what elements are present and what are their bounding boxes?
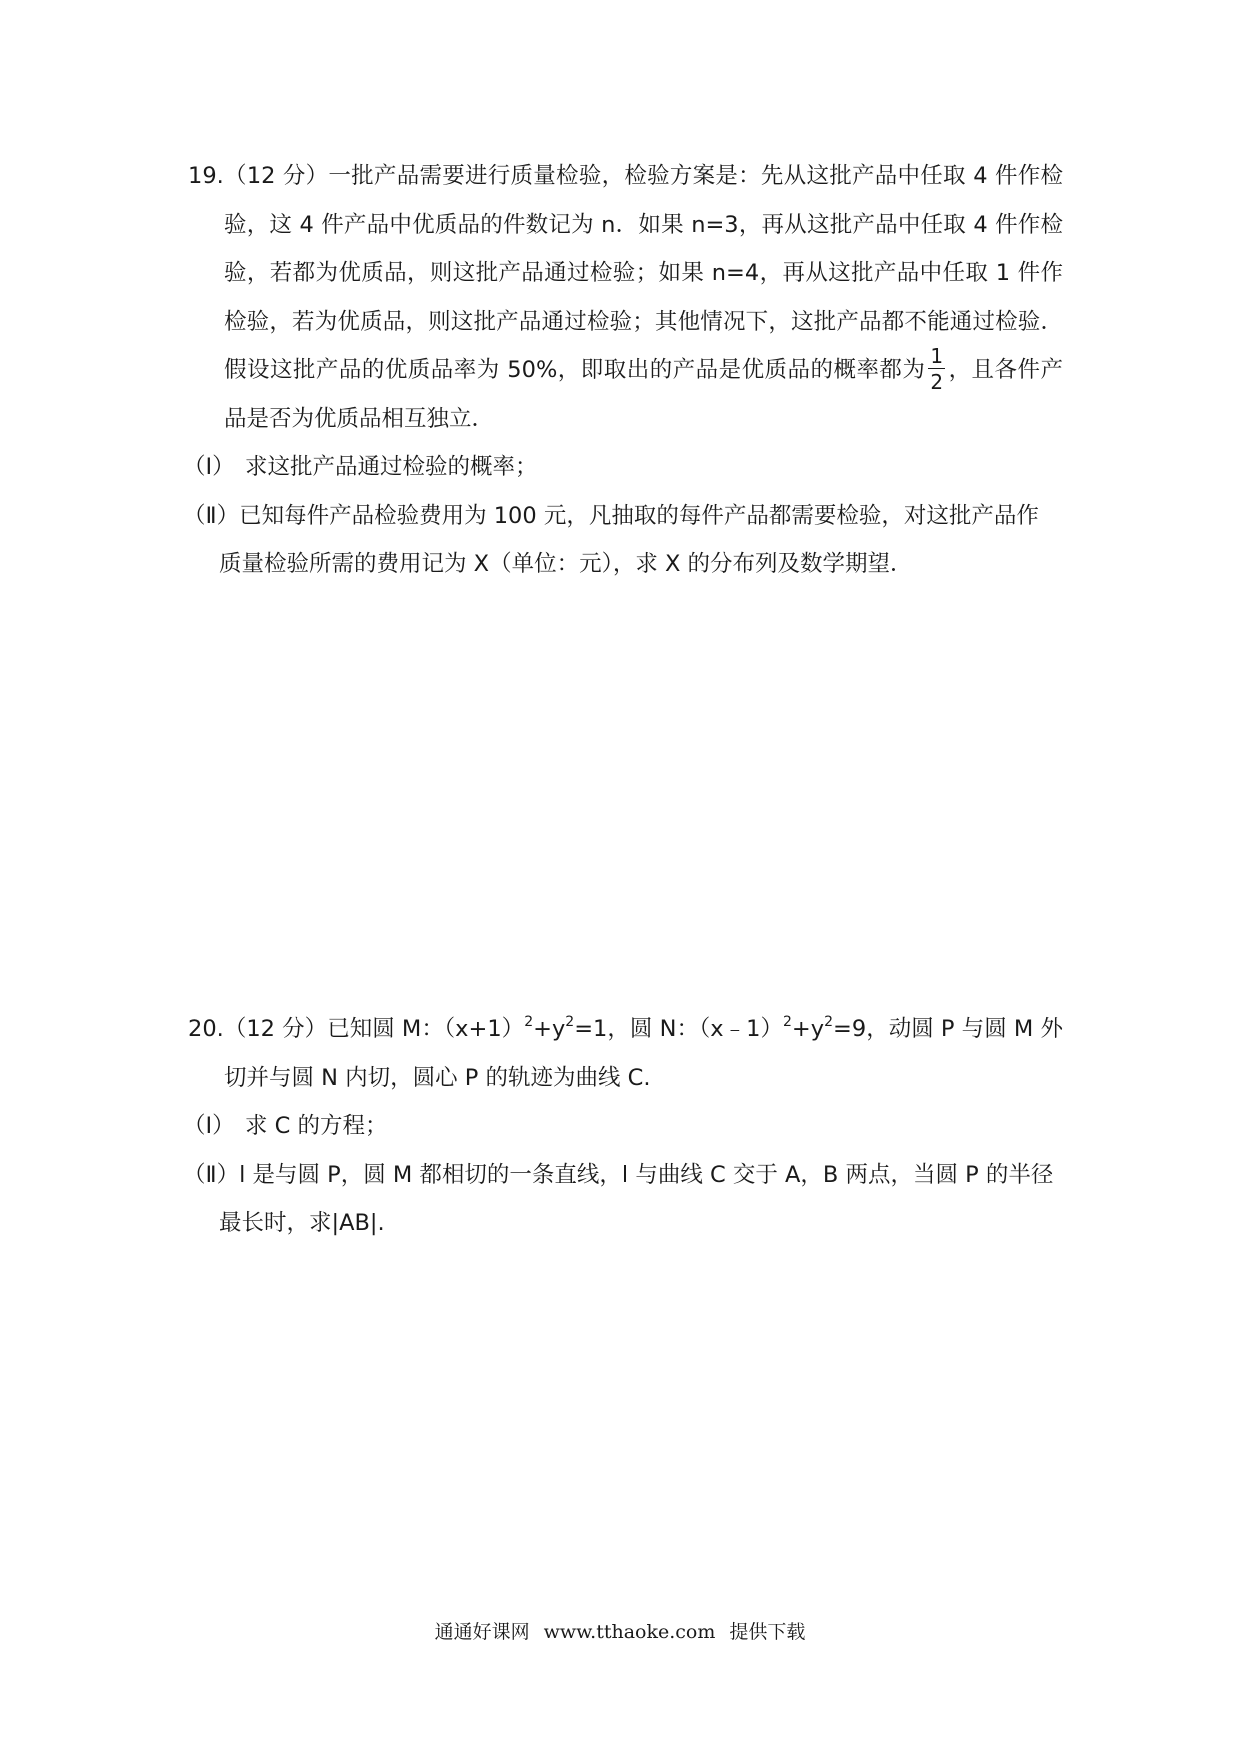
- problem-19-part-1: [183, 443, 1058, 492]
- problem-19-number: 19.: [188, 163, 224, 189]
- footer-url[interactable]: www.tthaoke.com: [543, 1621, 716, 1643]
- part-text: 已知每件产品检验费用为 100 元，凡抽取的每件产品都需要检验，对这批产品作质量检验所需的费用记为 X（单位：元），求 X 的分布列及数学期望．: [219, 502, 1039, 577]
- problem-19: [183, 152, 1063, 589]
- part-text: l 是与圆 P，圆 M 都相切的一条直线，l 与曲线 C 交于 A，B 两点，当圆 P 的半径最长时，求|AB|.: [219, 1161, 1054, 1236]
- problem-20-score: （12 分）: [223, 1016, 328, 1042]
- part-label: （Ⅰ）: [183, 454, 235, 480]
- problem-20-stem-text: +y: [533, 1016, 566, 1042]
- footer-site-name: 通通好课网: [434, 1621, 530, 1643]
- problem-20-part-2: [183, 1151, 1058, 1248]
- problem-20-stem-text: =1，圆 N：（x﹣1）: [574, 1016, 783, 1042]
- part-label: （Ⅰ）: [183, 1113, 235, 1139]
- part-text: 求 C 的方程；: [245, 1113, 388, 1139]
- problem-20-number: 20.: [188, 1016, 224, 1042]
- exponent: 2: [824, 1013, 833, 1030]
- problem-20-stem-text: =9，动圆 P 与圆 M 外切并与圆 N 内切，圆心 P 的轨迹为曲线 C.: [224, 1016, 1063, 1091]
- fraction-denominator: 2: [930, 369, 944, 394]
- footer-suffix: 提供下载: [729, 1621, 806, 1643]
- problem-19-part-2: [183, 492, 1058, 589]
- problem-20-stem: [188, 1005, 1063, 1102]
- problem-19-stem-tail: ，且各件产品是否为优质品相互独立．: [224, 357, 1063, 432]
- fraction-numerator: 1: [930, 343, 944, 368]
- page-footer: [0, 1617, 1240, 1644]
- problem-19-score: （12 分）: [223, 163, 329, 189]
- exponent: 2: [782, 1013, 792, 1030]
- fraction-one-half: [928, 343, 945, 394]
- problem-20-stem-text: 已知圆 M：（x+1）: [327, 1016, 525, 1042]
- exponent: 2: [524, 1013, 534, 1030]
- problem-20-stem-text: +y: [791, 1016, 825, 1042]
- part-text: 求这批产品通过检验的概率；: [245, 454, 538, 480]
- problem-19-stem-text: 一批产品需要进行质量检验，检验方案是：先从这批产品中任取 4 件作检验，这 4 件产品中优质品的件数记为 n．如果 n=3，再从这批产品中任取 4 件作检验，若都为优质品，则这批产品通过检验；如果 n=4，再从这批产品中任取 1 件作检验，若为优质品，则这批产品通过检验；其他情况下，这批产品都不能通过检验．假设这批产品的优质品率为 50%，即取出的产品是优质品的概率都为: [224, 163, 1063, 383]
- part-label: （Ⅱ）: [183, 1161, 240, 1188]
- problem-20-part-1: [183, 1102, 1058, 1151]
- problem-19-stem: [188, 152, 1063, 443]
- exponent: 2: [565, 1013, 575, 1030]
- part-label: （Ⅱ）: [183, 502, 240, 529]
- problem-20: [183, 1005, 1063, 1248]
